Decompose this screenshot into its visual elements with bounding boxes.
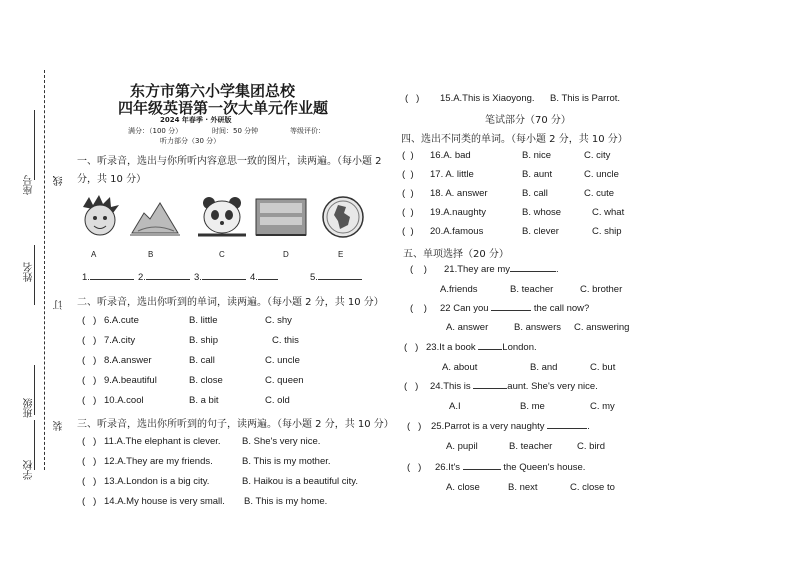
question-row[interactable]: ( ) 13.A.London is a big city. B. Haikou is a beautiful city.: [82, 476, 358, 487]
question-row[interactable]: ( ) 11.A.The elephant is clever. B. She's very nice.: [82, 436, 321, 447]
map-coin-picture: [318, 195, 368, 240]
answer-blank-3[interactable]: 3.: [194, 272, 246, 283]
section1-title: 一、听录音，选出与你所听内容意思一致的图片，读两遍。（每小题 2: [77, 156, 382, 167]
question-stem[interactable]: ( ) 23.It a book London.: [404, 342, 537, 353]
question-options[interactable]: A.friends B. teacher C. brother: [440, 284, 623, 295]
picture-label-e: E: [338, 250, 344, 259]
question-row[interactable]: ( ) 14.A.My house is very small. B. This is my home.: [82, 496, 328, 507]
section3-title: 三、听录音，选出你所听到的句子，读两遍。（每小题 2 分，共 10 分）: [77, 419, 394, 430]
panda-picture: [192, 195, 242, 240]
question-row[interactable]: ( ) 19.A.naughty B. whose C. what: [402, 207, 625, 218]
mountain-picture: [130, 195, 180, 240]
question-stem[interactable]: ( ) 26.It's the Queen's house.: [407, 462, 586, 473]
building-picture: [254, 195, 304, 240]
question-options[interactable]: A. answer B. answers C. answering: [446, 322, 630, 333]
binding-mark-line: 线: [54, 176, 65, 186]
question-row[interactable]: ( ) 8.A.answer B. call C. uncle: [82, 355, 300, 366]
answer-blank-5[interactable]: 5.: [310, 272, 362, 283]
question-row[interactable]: ( ) 6.A.cute B. little C. shy: [82, 315, 292, 326]
question-stem[interactable]: ( ) 22 Can you the call now?: [410, 303, 590, 314]
section4-title: 四、选出不同类的单词。（每小题 2 分，共 10 分）: [401, 134, 628, 145]
question-row[interactable]: ( ) 15.A.This is Xiaoyong. B. This is Parrot.: [405, 93, 621, 104]
binding-dashed-line: [44, 70, 45, 470]
meta-grade: 等级评价：: [290, 127, 325, 135]
question-options[interactable]: A. close B. next C. close to: [446, 482, 615, 493]
class-label: 班级: [24, 398, 35, 418]
section1-title-cont: 分，共 10 分）: [77, 174, 147, 185]
binding-mark-ding: 订: [54, 300, 65, 310]
section5-title: 五、单项选择（20 分）: [403, 249, 509, 260]
answer-blank-2[interactable]: 2.: [138, 272, 190, 283]
seat-label: 座号: [24, 175, 35, 195]
listening-part: 听力部分（30 分）: [160, 137, 221, 145]
picture-label-d: D: [283, 250, 289, 259]
exam-title: 四年级英语第一次大单元作业题: [118, 99, 329, 117]
question-row[interactable]: ( ) 9.A.beautiful B. close C. queen: [82, 375, 304, 386]
question-stem[interactable]: ( ) 21.They are my .: [410, 264, 559, 275]
name-label: 姓名: [24, 262, 35, 282]
question-options[interactable]: A.I B. me C. my: [449, 401, 615, 412]
question-options[interactable]: A. pupil B. teacher C. bird: [446, 441, 605, 452]
question-row[interactable]: ( ) 17. A. little B. aunt C. uncle: [402, 169, 619, 180]
question-row[interactable]: ( ) 18. A. answer B. call C. cute: [402, 188, 615, 199]
question-row[interactable]: ( ) 16.A. bad B. nice C. city: [402, 150, 611, 161]
boy-picture: [75, 195, 125, 240]
question-options[interactable]: A. about B. and C. but: [442, 362, 616, 373]
written-part-title: 笔试部分（70 分）: [485, 115, 571, 126]
question-row[interactable]: ( ) 7.A.city B. ship C. this: [82, 335, 299, 346]
picture-label-c: C: [219, 250, 225, 259]
question-row[interactable]: ( ) 20.A.famous B. clever C. ship: [402, 226, 622, 237]
seat-line: [34, 110, 35, 180]
question-row[interactable]: ( ) 10.A.cool B. a bit C. old: [82, 395, 290, 406]
question-stem[interactable]: ( ) 25.Parrot is a very naughty .: [407, 421, 590, 432]
answer-blank-1[interactable]: 1.: [82, 272, 134, 283]
meta-time: 时间：50 分钟: [212, 127, 259, 135]
binding-mark-zhuang: 装: [54, 421, 65, 431]
answer-blank-4[interactable]: 4.: [250, 272, 278, 283]
section2-title: 二、听录音，选出你听到的单词，读两遍。（每小题 2 分，共 10 分）: [77, 297, 384, 308]
question-row[interactable]: ( ) 12.A.They are my friends. B. This is my mother.: [82, 456, 331, 467]
picture-label-a: A: [91, 250, 97, 259]
picture-label-b: B: [148, 250, 154, 259]
school-title: 东方市第六小学集团总校: [130, 82, 296, 100]
question-stem[interactable]: ( ) 24.This is aunt. She's very nice.: [404, 381, 598, 392]
meta-score: 满分：（100 分）: [128, 127, 183, 135]
school-label: 学校: [24, 460, 35, 480]
edition: 2024 年春季 · 外研版: [160, 116, 232, 124]
